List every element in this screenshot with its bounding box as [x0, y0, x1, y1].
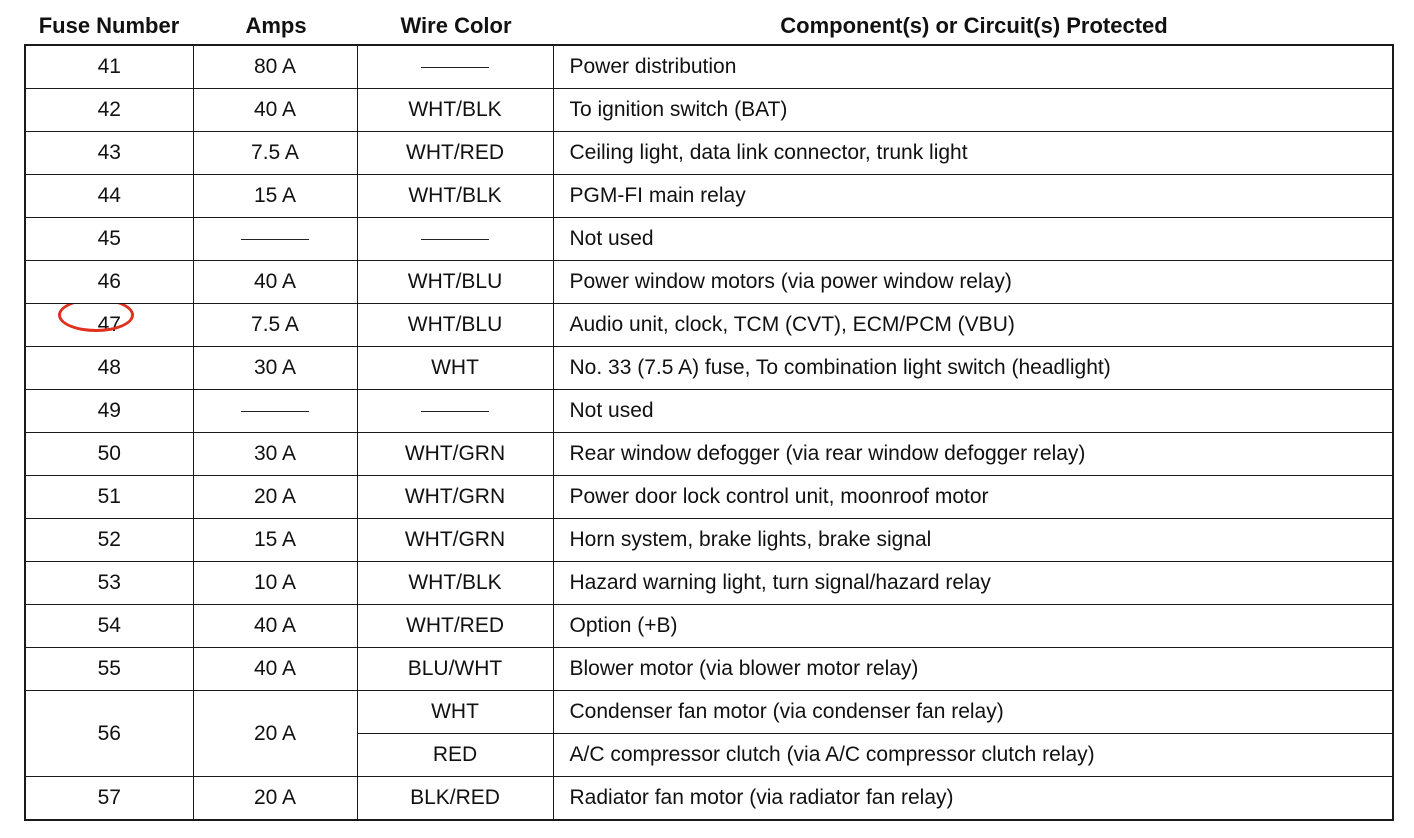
table-row — [25, 347, 1393, 390]
fuse-number-cell — [25, 390, 193, 433]
fuse-number — [98, 184, 121, 208]
header-wire-color: Wire Color — [400, 13, 512, 38]
component-cell: Power door lock control unit, moonroof motor — [553, 476, 1393, 519]
table-row — [25, 175, 1393, 218]
wire-color-cell — [357, 390, 553, 433]
component-cell: Blower motor (via blower motor relay) — [553, 648, 1393, 691]
component-cell: Rear window defogger (via rear window defogger relay) — [553, 433, 1393, 476]
amps-cell: 15 A — [193, 175, 357, 218]
fuse-number — [98, 141, 121, 165]
fuse-number — [98, 614, 121, 638]
fuse-number-cell — [25, 519, 193, 562]
component-cell: Hazard warning light, turn signal/hazard relay — [553, 562, 1393, 605]
amps-cell: 40 A — [193, 605, 357, 648]
fuse-number-cell — [25, 304, 193, 347]
fuse-number — [98, 442, 121, 466]
component-cell: Ceiling light, data link connector, trunk light — [553, 132, 1393, 175]
fuse-number-text: 53 — [97, 571, 121, 594]
amps-cell: 30 A — [193, 433, 357, 476]
fuse-number — [98, 227, 121, 251]
wire-color-cell: WHT/BLK — [357, 175, 553, 218]
fuse-number-text: 48 — [97, 356, 121, 379]
component-cell: Not used — [553, 390, 1393, 433]
wire-color-cell — [357, 45, 553, 89]
fuse-number-text: 56 — [97, 721, 121, 745]
fuse-number — [98, 98, 121, 122]
fuse-number-text: 42 — [97, 98, 121, 121]
amps-cell — [193, 390, 357, 433]
empty-dash — [421, 67, 489, 68]
table-row — [25, 218, 1393, 261]
table-row — [25, 648, 1393, 691]
fuse-number — [98, 786, 121, 810]
table-row — [25, 390, 1393, 433]
fuse-number-text: 45 — [97, 227, 121, 250]
fuse-number — [98, 485, 121, 509]
fuse-number — [98, 399, 121, 423]
header-amps: Amps — [245, 13, 307, 38]
table-row — [25, 777, 1393, 821]
wire-color-cell: WHT/BLU — [357, 261, 553, 304]
highlight-circle — [58, 304, 134, 333]
wire-color-cell: WHT/BLK — [357, 89, 553, 132]
fuse-number-cell — [25, 45, 193, 89]
wire-color-cell: WHT/GRN — [357, 519, 553, 562]
table-row — [25, 433, 1393, 476]
fuse-table — [24, 44, 1394, 821]
wire-color-cell: BLU/WHT — [357, 648, 553, 691]
component-cell: A/C compressor clutch (via A/C compressor clutch relay) — [553, 734, 1393, 777]
empty-dash — [421, 411, 489, 412]
wire-color-cell: WHT/GRN — [357, 476, 553, 519]
fuse-number-cell — [25, 175, 193, 218]
fuse-number-cell — [25, 691, 193, 777]
amps-cell: 40 A — [193, 89, 357, 132]
fuse-number-cell — [25, 433, 193, 476]
wire-color-cell — [357, 218, 553, 261]
wire-color-cell: RED — [357, 734, 553, 777]
amps-cell: 7.5 A — [193, 304, 357, 347]
amps-cell: 40 A — [193, 648, 357, 691]
table-row — [25, 261, 1393, 304]
table-row — [25, 476, 1393, 519]
component-cell: Horn system, brake lights, brake signal — [553, 519, 1393, 562]
table-row — [25, 605, 1393, 648]
fuse-number-text: 55 — [97, 657, 121, 680]
fuse-number-text: 57 — [97, 786, 121, 809]
empty-dash — [421, 239, 489, 240]
table-row — [25, 304, 1393, 347]
fuse-number-cell — [25, 562, 193, 605]
table-row — [25, 691, 1393, 734]
component-cell: Condenser fan motor (via condenser fan relay) — [553, 691, 1393, 734]
fuse-number-text: 50 — [97, 442, 121, 465]
empty-dash — [241, 239, 309, 240]
fuse-number-text: 47 — [97, 313, 121, 336]
wire-color-cell: WHT/BLK — [357, 562, 553, 605]
wire-color-cell: WHT — [357, 347, 553, 390]
component-cell: To ignition switch (BAT) — [553, 89, 1393, 132]
fuse-number-text: 44 — [97, 184, 121, 207]
fuse-number-cell — [25, 218, 193, 261]
table-row — [25, 562, 1393, 605]
fuse-number-text: 41 — [97, 55, 121, 78]
table-row — [25, 519, 1393, 562]
fuse-number-cell — [25, 347, 193, 390]
fuse-number-text: 46 — [97, 270, 121, 293]
amps-cell: 7.5 A — [193, 132, 357, 175]
wire-color-cell: WHT/GRN — [357, 433, 553, 476]
component-cell: Audio unit, clock, TCM (CVT), ECM/PCM (VBU) — [553, 304, 1393, 347]
table-row — [25, 45, 1393, 89]
fuse-number-text: 49 — [97, 399, 121, 422]
amps-cell: 20 A — [193, 691, 357, 777]
fuse-number-text: 54 — [97, 614, 121, 637]
header-components: Component(s) or Circuit(s) Protected — [780, 13, 1168, 38]
wire-color-cell: WHT/RED — [357, 605, 553, 648]
empty-dash — [241, 411, 309, 412]
fuse-number — [98, 528, 121, 552]
component-cell: Option (+B) — [553, 605, 1393, 648]
component-cell: Not used — [553, 218, 1393, 261]
component-cell: No. 33 (7.5 A) fuse, To combination light switch (headlight) — [553, 347, 1393, 390]
table-row — [25, 132, 1393, 175]
table-row — [25, 89, 1393, 132]
wire-color-cell: WHT — [357, 691, 553, 734]
fuse-number — [98, 722, 121, 746]
fuse-number — [98, 55, 121, 79]
amps-cell: 30 A — [193, 347, 357, 390]
amps-cell: 40 A — [193, 261, 357, 304]
fuse-number-text: 51 — [97, 485, 121, 508]
amps-cell: 20 A — [193, 777, 357, 821]
fuse-number-cell — [25, 777, 193, 821]
component-cell: Power window motors (via power window relay) — [553, 261, 1393, 304]
fuse-number — [98, 657, 121, 681]
amps-cell: 10 A — [193, 562, 357, 605]
fuse-number — [98, 571, 121, 595]
header-fuse-number: Fuse Number — [38, 13, 180, 38]
wire-color-cell: WHT/BLU — [357, 304, 553, 347]
fuse-number-cell — [25, 648, 193, 691]
fuse-number-text: 52 — [97, 528, 121, 551]
amps-cell: 15 A — [193, 519, 357, 562]
amps-cell: 20 A — [193, 476, 357, 519]
fuse-number-cell — [25, 132, 193, 175]
component-cell: Power distribution — [553, 45, 1393, 89]
fuse-number — [98, 313, 121, 337]
amps-cell — [193, 218, 357, 261]
wire-color-cell: BLK/RED — [357, 777, 553, 821]
fuse-number — [98, 270, 121, 294]
amps-cell: 80 A — [193, 45, 357, 89]
fuse-number-cell — [25, 261, 193, 304]
wire-color-cell: WHT/RED — [357, 132, 553, 175]
fuse-number — [98, 356, 121, 380]
fuse-number-cell — [25, 89, 193, 132]
fuse-number-cell — [25, 605, 193, 648]
fuse-number-cell — [25, 476, 193, 519]
fuse-number-text: 43 — [97, 141, 121, 164]
component-cell: PGM-FI main relay — [553, 175, 1393, 218]
component-cell: Radiator fan motor (via radiator fan relay) — [553, 777, 1393, 821]
